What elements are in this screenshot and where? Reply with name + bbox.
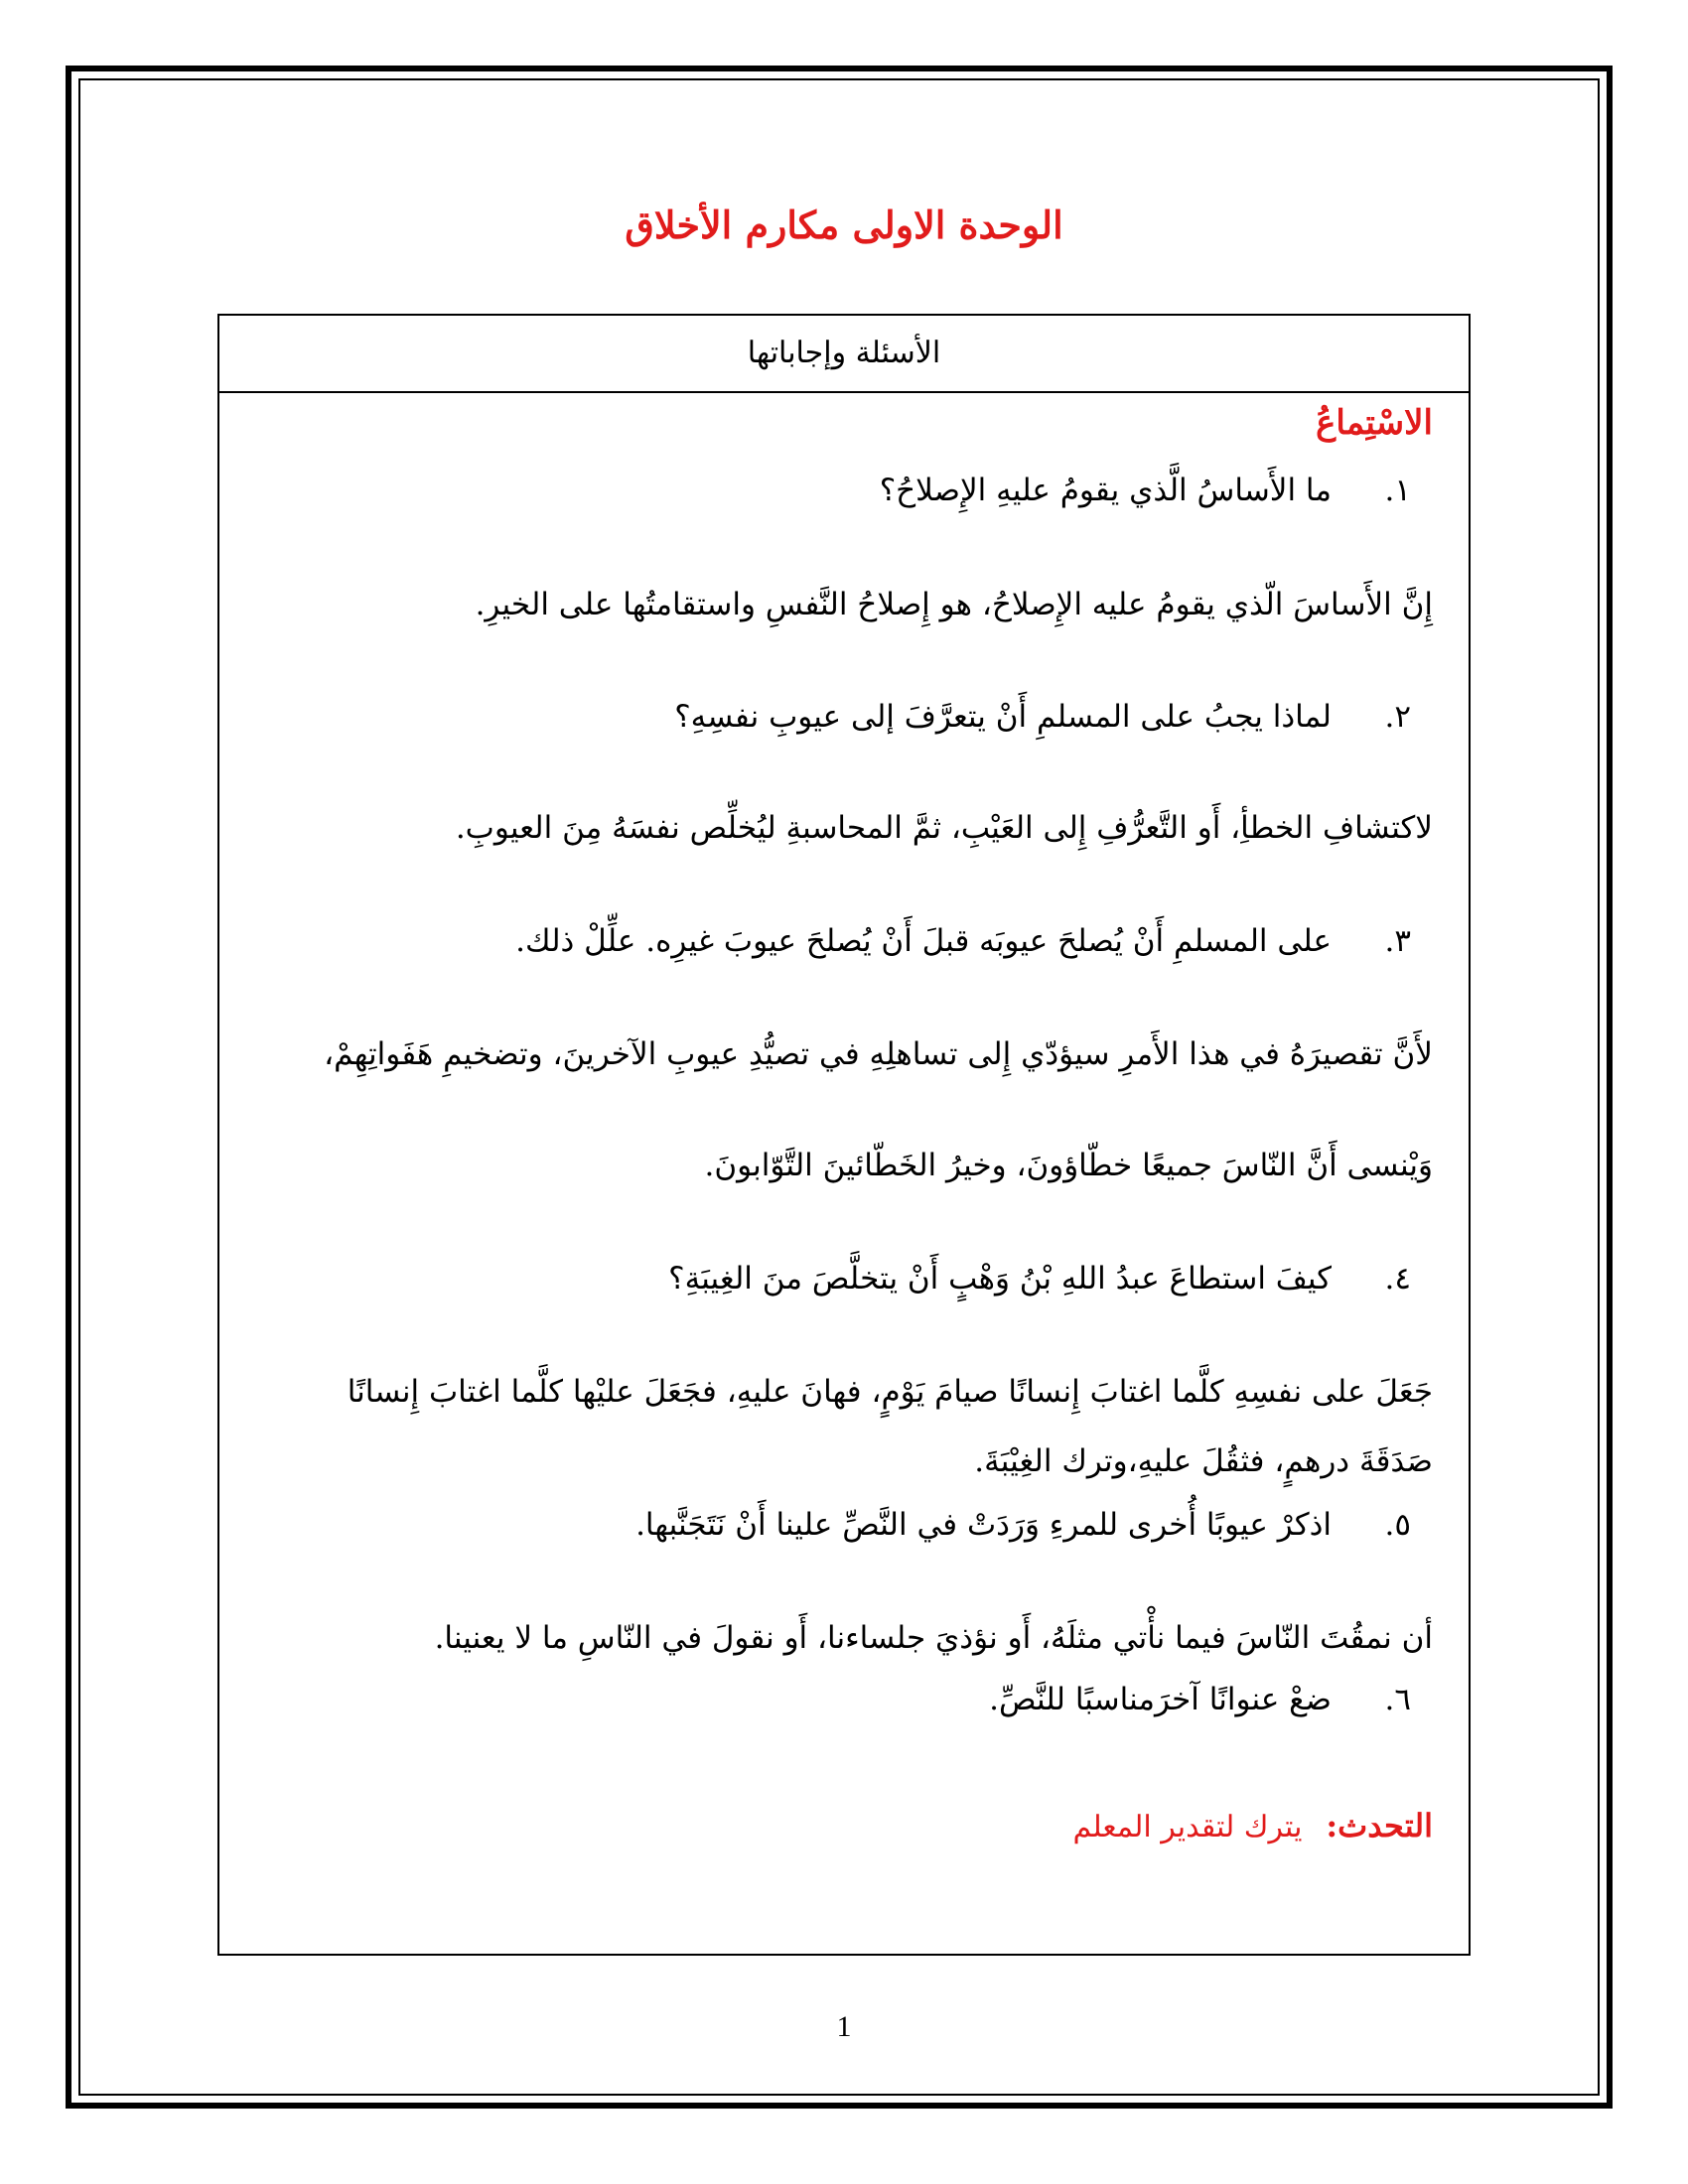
- question-4: [255, 1261, 1433, 1297]
- question-number: ٤.: [1384, 1261, 1411, 1297]
- question-2: [255, 699, 1433, 735]
- page-number: 1: [836, 2010, 852, 2043]
- answer-3-line-1: لأَنَّ تقصيرَهُ في هذا الأَمرِ سيؤدّي إِلى تساهلِهِ في تصيُّدِ عيوبِ الآخرينَ، وتضخيمِ هَفَواتِهِمْ،: [324, 1036, 1433, 1072]
- question-text: اذكرْ عيوبًا أُخرى للمرءِ وَرَدَتْ في النَّصِّ علينا أَنْ نَتَجَنَّبها.: [635, 1507, 1332, 1543]
- answer-1: إِنَّ الأَساسَ الّذي يقومُ عليه الإِصلاحُ، هو إِصلاحُ النَّفسِ واستقامتُها على الخيرِ.: [475, 587, 1433, 622]
- answer-4-line-1: جَعَلَ على نفسِهِ كلَّما اغتابَ إِنسانًا صيامَ يَوْمٍ، فهانَ عليهِ، فجَعَلَ عليْها كلَّما اغتابَ إِنسانًا: [347, 1374, 1433, 1410]
- question-3: [255, 923, 1433, 959]
- question-number: ٥.: [1384, 1507, 1411, 1543]
- speaking-section: [255, 1807, 1433, 1844]
- unit-title: الوحدة الاولى مكارم الأخلاق: [625, 203, 1063, 247]
- qa-box-header: الأسئلة وإجاباتها: [219, 316, 1469, 393]
- question-number: ١.: [1384, 473, 1411, 508]
- question-6: [255, 1682, 1433, 1717]
- answer-4-line-2: صَدَقَةَ درهمٍ، فثقُلَ عليهِ،وترك الغِيْبَةَ.: [974, 1443, 1433, 1479]
- question-5: [255, 1507, 1433, 1543]
- question-text: لماذا يجبُ على المسلمِ أَنْ يتعرَّفَ إلى عيوبِ نفسِهِ؟: [674, 699, 1332, 735]
- question-text: كيفَ استطاعَ عبدُ اللهِ بْنُ وَهْبٍ أَنْ يتخلَّصَ منَ الغِيبَةِ؟: [668, 1261, 1332, 1297]
- section-heading-listening: الاسْتِماعُ: [1316, 403, 1433, 443]
- question-text: ما الأَساسُ الَّذي يقومُ عليهِ الإِصلاحُ؟: [879, 473, 1332, 508]
- answer-2: لاكتشافِ الخطأِ، أَو التَّعرُّفِ إِلى العَيْبِ، ثمَّ المحاسبةِ ليُخلِّص نفسَهُ مِنَ العيوبِ.: [455, 810, 1433, 846]
- question-text: على المسلمِ أَنْ يُصلحَ عيوبَه قبلَ أَنْ يُصلحَ عيوبَ غيرِه. علِّلْ ذلك.: [515, 923, 1332, 959]
- speaking-note: يترك لتقدير المعلم: [1072, 1810, 1303, 1844]
- question-1: [255, 473, 1433, 508]
- question-number: ٢.: [1384, 699, 1411, 735]
- qa-box: [217, 314, 1471, 1956]
- speaking-label: التحدث:: [1326, 1807, 1433, 1844]
- answer-5: أن نمقُتَ النّاسَ فيما نأْتي مثلَهُ، أَو نؤذيَ جلساءنا، أَو نقولَ في النّاسِ ما لا يعنينا.: [434, 1620, 1433, 1656]
- answer-3-line-2: وَيْنسى أَنَّ النّاسَ جميعًا خطّاؤونَ، وخيرُ الخَطّائينَ التَّوّابونَ.: [704, 1148, 1433, 1183]
- question-number: ٦.: [1384, 1682, 1411, 1717]
- question-text: ضعْ عنوانًا آخرَمناسبًا للنَّصِّ.: [989, 1682, 1332, 1717]
- question-number: ٣.: [1384, 923, 1411, 959]
